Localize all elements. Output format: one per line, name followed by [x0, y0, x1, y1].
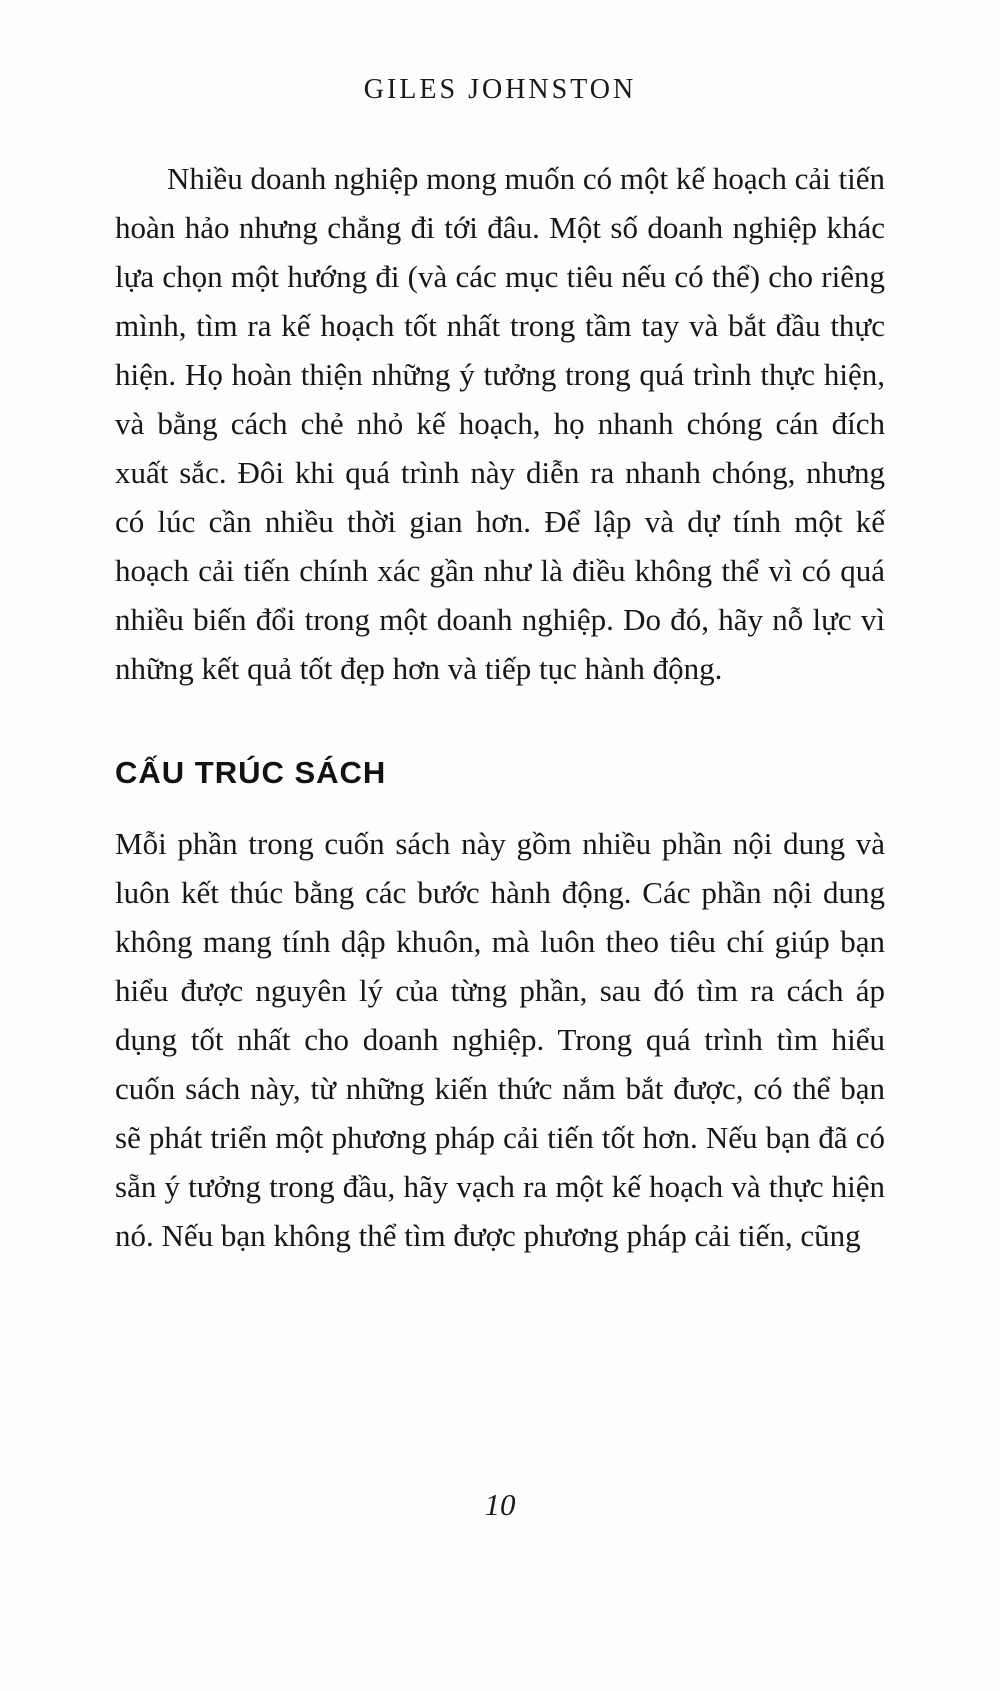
- running-header-author: GILES JOHNSTON: [363, 74, 637, 105]
- page-content: [115, 154, 885, 1260]
- body-paragraph: Nhiều doanh nghiệp mong muốn có một kế hoạch cải tiến hoàn hảo nhưng chẳng đi tới đâu. Một số doanh nghiệp khác lựa chọn một hướng đi (và các mục tiêu nếu có thể) cho riêng mình, tìm ra kế hoạch tốt nhất trong tầm tay và bắt đầu thực hiện. Họ hoàn thiện những ý tưởng trong quá trình thực hiện, và bằng cách chẻ nhỏ kế hoạch, họ nhanh chóng cán đích xuất sắc. Đôi khi quá trình này diễn ra nhanh chóng, nhưng có lúc cần nhiều thời gian hơn. Để lập và dự tính một kế hoạch cải tiến chính xác gần như là điều không thể vì có quá nhiều biến đổi trong một doanh nghiệp. Do đó, hãy nỗ lực vì những kết quả tốt đẹp hơn và tiếp tục hành động.: [115, 161, 885, 686]
- section-heading: CẤU TRÚC SÁCH: [115, 755, 387, 790]
- page-number: 10: [484, 1487, 516, 1522]
- body-paragraph: Mỗi phần trong cuốn sách này gồm nhiều phần nội dung và luôn kết thúc bằng các bước hành động. Các phần nội dung không mang tính dập khuôn, mà luôn theo tiêu chí giúp bạn hiểu được nguyên lý của từng phần, sau đó tìm ra cách áp dụng tốt nhất cho doanh nghiệp. Trong quá trình tìm hiểu cuốn sách này, từ những kiến thức nắm bắt được, có thể bạn sẽ phát triển một phương pháp cải tiến tốt hơn. Nếu bạn đã có sẵn ý tưởng trong đầu, hãy vạch ra một kế hoạch và thực hiện nó. Nếu bạn không thể tìm được phương pháp cải tiến, cũng: [115, 826, 885, 1253]
